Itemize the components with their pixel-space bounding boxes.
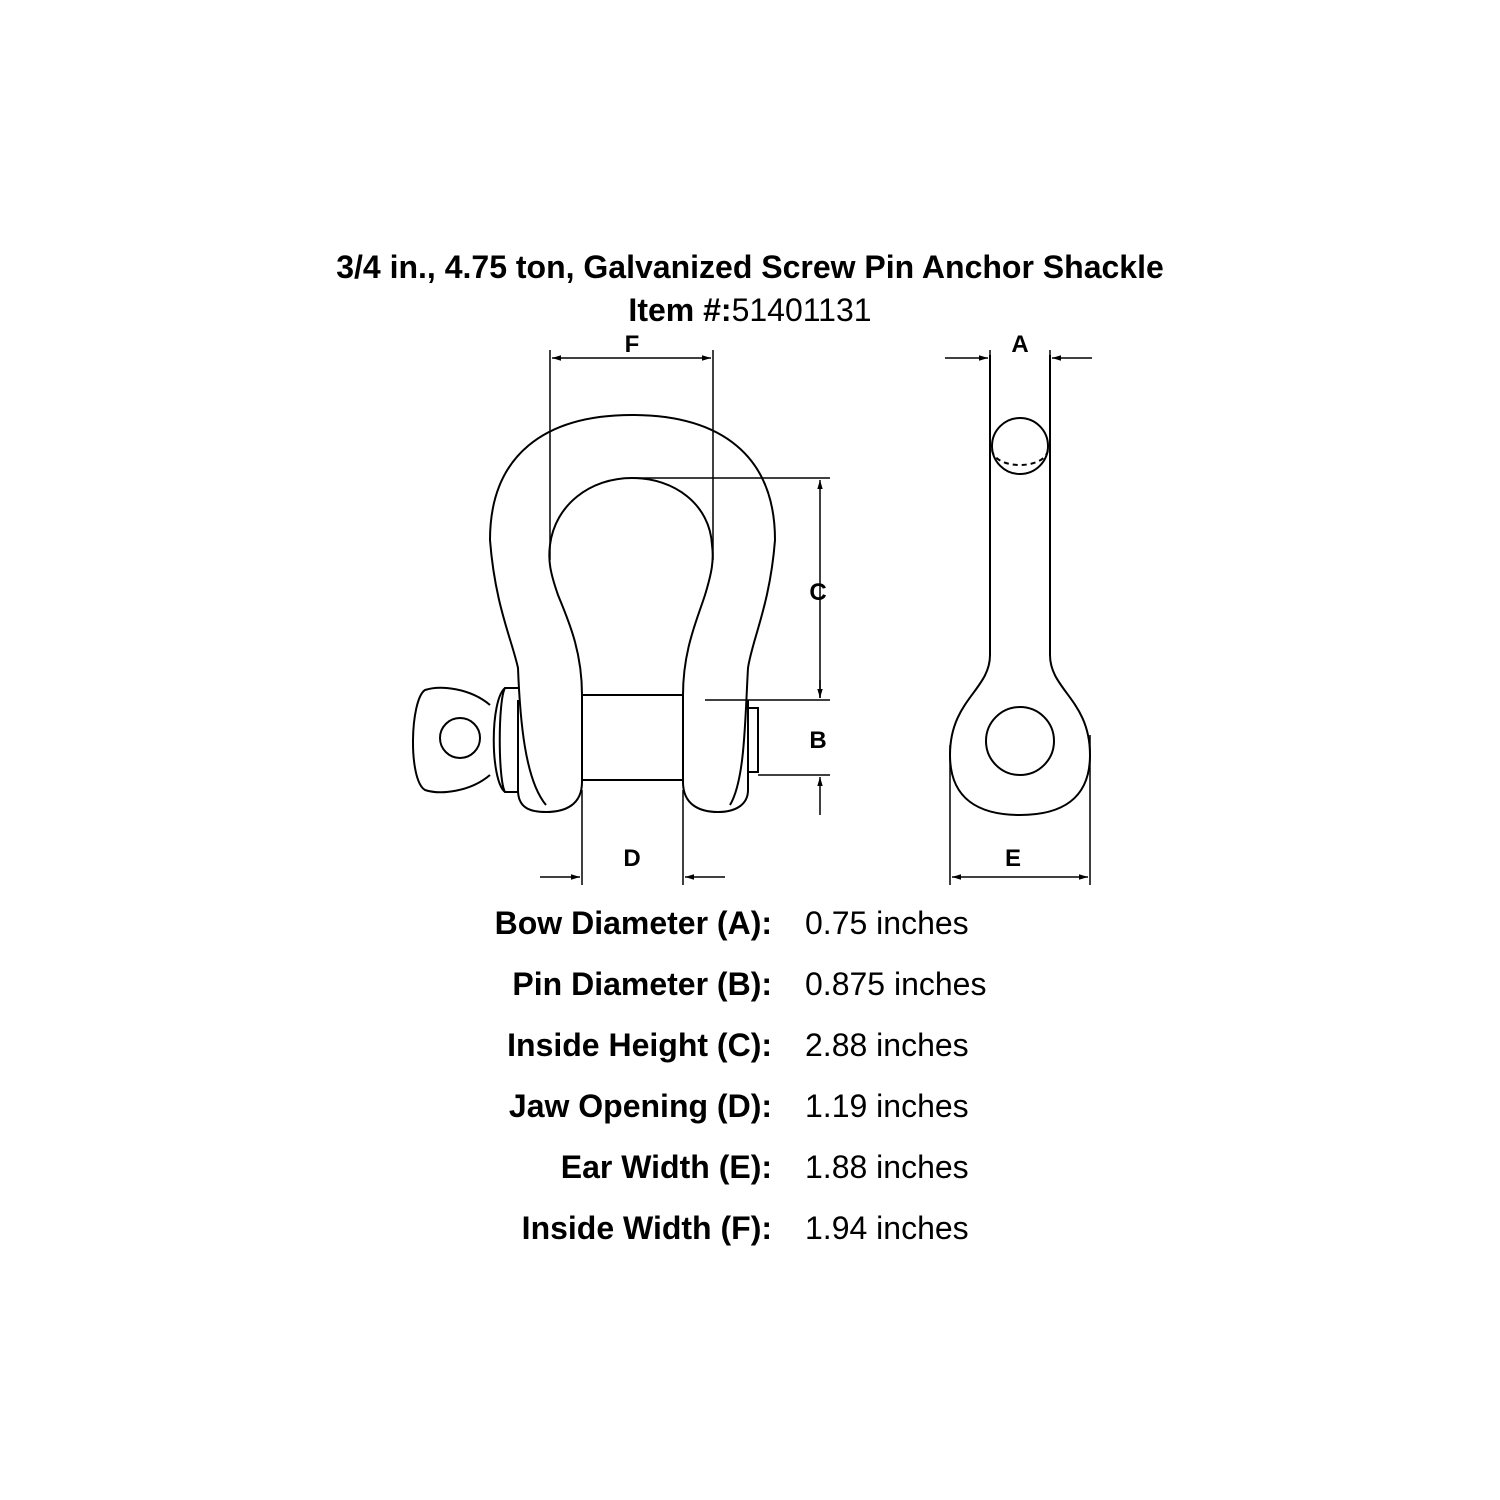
dim-label-c: C (809, 579, 827, 606)
page-title: 3/4 in., 4.75 ton, Galvanized Screw Pin Anchor Shackle (336, 249, 1164, 285)
spec-row-ear-width (0, 1149, 1500, 1199)
side-pin-hole (986, 707, 1054, 775)
spec-label: Pin Diameter (B): (512, 966, 772, 1002)
item-number-value: 51401131 (731, 292, 872, 328)
dim-label-e: E (1004, 845, 1022, 872)
spec-value: 1.19 inches (805, 1088, 969, 1124)
spec-row-inside-height (0, 1027, 1500, 1077)
spec-label: Bow Diameter (A): (494, 905, 772, 941)
spec-row-jaw-opening (0, 1088, 1500, 1138)
spec-value: 0.75 inches (805, 905, 969, 941)
side-view (950, 355, 1090, 815)
pin-head (413, 688, 490, 792)
spec-value: 1.94 inches (805, 1210, 969, 1246)
bow-inner-outline (549, 478, 712, 695)
bow-outer-outline (490, 415, 775, 805)
dimension-lines (540, 350, 1092, 885)
pin-thread-end (748, 708, 758, 772)
right-ear (683, 695, 748, 812)
dim-label-a: A (1011, 331, 1029, 358)
side-bow-outline (950, 355, 1090, 815)
spec-label: Ear Width (E): (560, 1149, 772, 1185)
pin-head-eye (440, 718, 480, 758)
dim-label-f: F (624, 331, 640, 358)
spec-label: Jaw Opening (D): (508, 1088, 772, 1124)
dim-label-d: D (623, 845, 641, 872)
spec-row-inside-width (0, 1210, 1500, 1260)
spec-label: Inside Height (C): (507, 1027, 772, 1063)
front-view (413, 415, 775, 812)
dim-label-b: B (809, 727, 827, 754)
spec-row-pin-diameter (0, 966, 1500, 1016)
spec-row-bow-diameter (0, 905, 1500, 955)
pin-collar (500, 688, 518, 792)
spec-label: Inside Width (F): (521, 1210, 772, 1246)
side-hidden-line (992, 450, 1048, 465)
item-number-label: Item #: (628, 292, 732, 328)
spec-value: 2.88 inches (805, 1027, 969, 1063)
spec-value: 1.88 inches (805, 1149, 969, 1185)
spec-value: 0.875 inches (805, 966, 987, 1002)
side-bow-section (992, 418, 1048, 474)
left-ear (518, 695, 582, 812)
